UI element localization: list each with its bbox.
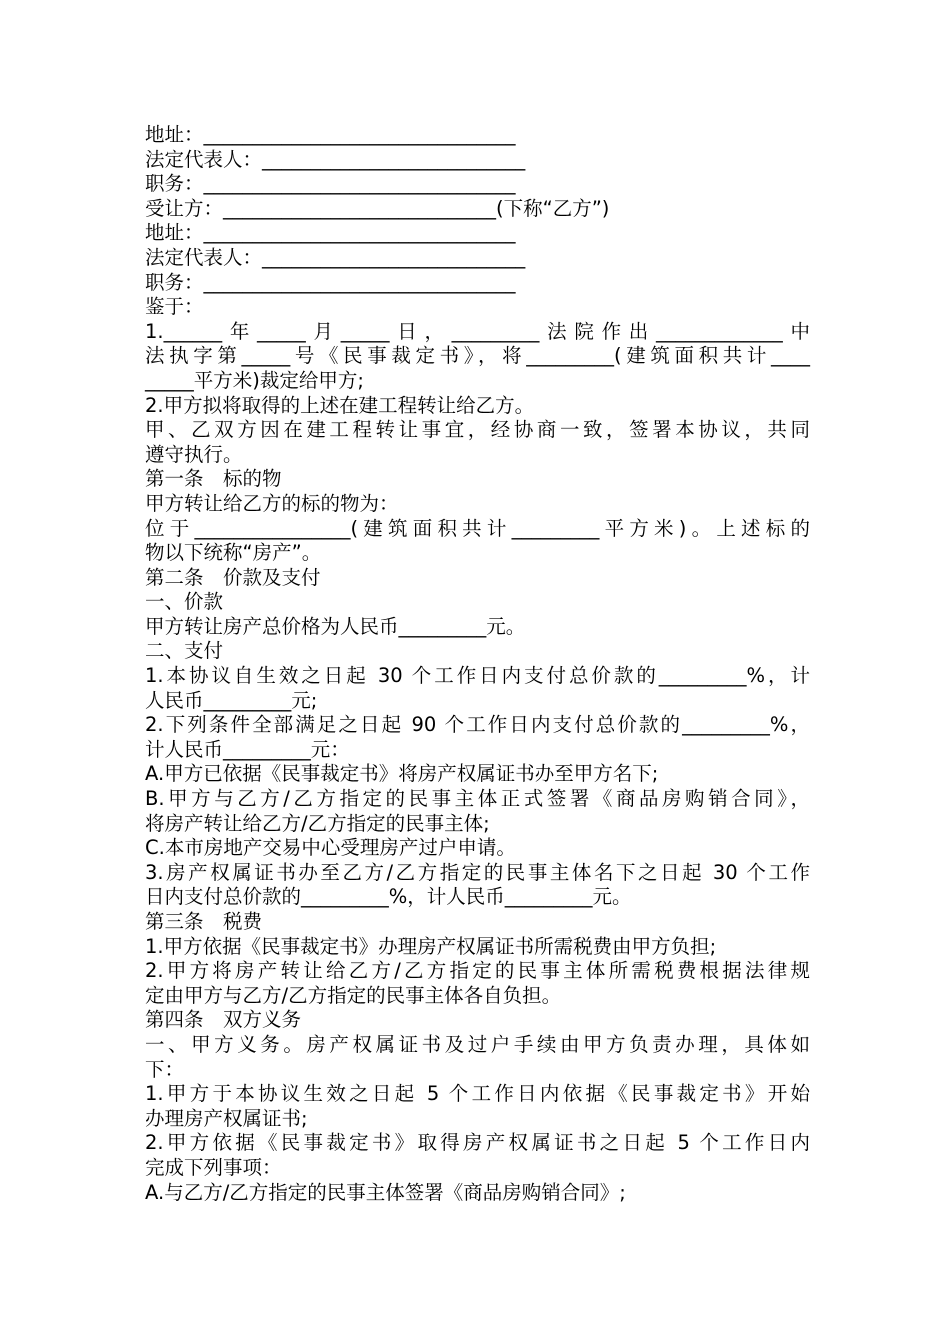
party-a-obligations-end: 下： — [145, 1057, 185, 1081]
party-a-obligations: 一、甲方义务。房产权属证书及过户手续由甲方负责办理，具体如 — [145, 1032, 810, 1056]
party-b-address: 地址：________________________________ — [145, 221, 516, 245]
tax-item-2: 2.甲方将房产转让给乙方/乙方指定的民事主体所需税费根据法律规 — [145, 959, 810, 983]
article-2-heading: 第二条 价款及支付 — [145, 565, 321, 589]
tax-item-2-end: 定由甲方与乙方/乙方指定的民事主体各自负担。 — [145, 983, 562, 1007]
payment-item-1: 1.本协议自生效之日起 30 个工作日内支付总价款的_________%，计 — [145, 664, 810, 688]
party-a-address: 地址：________________________________ — [145, 123, 516, 146]
tax-item-1: 1.甲方依据《民事裁定书》办理房产权属证书所需税费由甲方负担; — [145, 934, 717, 958]
price-text: 甲方转让房产总价格为人民币_________元。 — [145, 614, 526, 638]
agreement-intro-end: 遵守执行。 — [145, 442, 243, 466]
article-3-heading: 第三条 税费 — [145, 910, 263, 933]
obligation-item-2-end: 完成下列事项： — [145, 1155, 282, 1179]
party-a-position: 职务：________________________________ — [145, 172, 516, 196]
obligation-item-1-end: 办理房产权属证书; — [145, 1106, 308, 1130]
whereas-item-1: 1.______年_____月_____日，_________法院作出_____________中 — [145, 319, 810, 343]
party-b-legal-rep: 法定代表人：___________________________ — [145, 245, 526, 269]
party-a-legal-rep: 法定代表人：___________________________ — [145, 147, 526, 171]
whereas-item-1-cont: 法执字第_____号《民事裁定书》，将_________(建筑面积共计____ — [145, 344, 810, 368]
transferee-line: 受让方：____________________________(下称“乙方”) — [145, 196, 610, 220]
condition-b: B.甲方与乙方/乙方指定的民事主体正式签署《商品房购销合同》， — [145, 787, 810, 811]
payment-heading: 二、支付 — [145, 639, 224, 663]
agreement-intro: 甲、乙双方因在建工程转让事宜，经协商一致，签署本协议，共同 — [145, 418, 810, 442]
article-1-location-end: 物以下统称“房产”。 — [145, 541, 322, 565]
condition-c: C.本市房地产交易中心受理房产过户申请。 — [145, 836, 516, 860]
payment-item-2-end: 计人民币_________元： — [145, 737, 350, 761]
condition-a: A.甲方已依据《民事裁定书》将房产权属证书办至甲方名下; — [145, 762, 659, 786]
whereas-heading: 鉴于： — [145, 295, 204, 319]
payment-item-3: 3.房产权属证书办至乙方/乙方指定的民事主体名下之日起 30 个工作 — [145, 860, 810, 884]
article-1-heading: 第一条 标的物 — [145, 467, 282, 491]
condition-b-end: 将房产转让给乙方/乙方指定的民事主体; — [145, 811, 490, 835]
payment-item-1-end: 人民币_________元; — [145, 688, 318, 712]
obligation-item-2: 2.甲方依据《民事裁定书》取得房产权属证书之日起 5 个工作日内 — [145, 1131, 810, 1155]
article-1-location: 位于________________(建筑面积共计_________平方米)。上述标的 — [145, 516, 810, 540]
article-4-heading: 第四条 双方义务 — [145, 1008, 302, 1032]
whereas-item-2: 2.甲方拟将取得的上述在建工程转让给乙方。 — [145, 393, 535, 417]
whereas-item-1-end: _____平方米)裁定给甲方; — [145, 368, 364, 392]
payment-item-2: 2.下列条件全部满足之日起 90 个工作日内支付总价款的_________%， — [145, 713, 810, 737]
party-b-position: 职务：________________________________ — [145, 270, 516, 294]
article-1-text: 甲方转让给乙方的标的物为： — [145, 491, 399, 515]
obligation-item-2a: A.与乙方/乙方指定的民事主体签署《商品房购销合同》; — [145, 1180, 626, 1204]
obligation-item-1: 1.甲方于本协议生效之日起 5 个工作日内依据《民事裁定书》开始 — [145, 1082, 810, 1106]
price-heading: 一、价款 — [145, 590, 224, 614]
payment-item-3-end: 日内支付总价款的_________%，计人民币_________元。 — [145, 885, 632, 909]
document-body — [145, 123, 810, 1205]
